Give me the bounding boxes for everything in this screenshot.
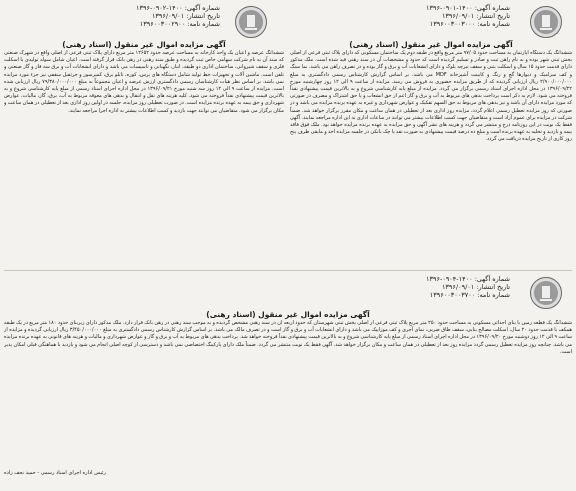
ad-2-letter: شماره نامه: ۱۳۹۶۰۰۳۰۰۲۹۰۰ — [139, 20, 220, 28]
registry-logo-1 — [530, 6, 562, 38]
registry-logo-3 — [530, 277, 562, 309]
registry-logo-2 — [235, 6, 267, 38]
ad-1-letter: شماره نامه: ۱۳۹۶۰۰۳۰۰۳۰۰۰ — [429, 20, 510, 28]
ad-3 — [4, 310, 572, 477]
section-divider — [4, 270, 572, 271]
ad-2-reference — [90, 4, 220, 28]
ad-3-date: تاریخ انتشار: ۱۳۹۶/۰۹/۰۱ — [441, 283, 510, 291]
ad-1-number: شماره آگهی: ۱۴۰۰-۰۹۰۱-۱۳۹۶ — [426, 4, 510, 12]
ad-1 — [290, 40, 572, 263]
ad-2-date: تاریخ انتشار: ۱۳۹۶/۰۹/۰۱ — [151, 12, 220, 20]
ad-2-number: شماره آگهی: ۱۴۰۰-۰۹۰۲-۱۳۹۶ — [136, 4, 220, 12]
ad-3-signature: رئیس اداره اجرای اسناد رسمی - حمید نجف زاده — [4, 470, 106, 476]
ad-1-title: آگهی مزایده اموال غیر منقول (اسناد رهنی) — [349, 40, 513, 49]
ad-2 — [4, 40, 284, 263]
ad-1-reference — [380, 4, 510, 28]
ad-1-body: ششدانگ یک دستگاه آپارتمان به مساحت حدود ۹۷/۰۵ متر مربع واقع در طبقه دوم یک ساختمان مسکونی که دارای پلاک ثبتی فرعی از اصلی بخش ثبتی شهر بوده و به نام راهن ثبت و صادر و تسلیم گردیده است که حدود و مشخصات آن در سند رهنی قید شده است. ملک مذکور دارای قدمت حدود ۱۵ سال و اسکلت بتنی و سقف تیرچه بلوک و دارای انشعابات آب و برق و گاز بوده و در تصرف راهن می باشد. نما سنگ و کف سرامیک و دیوارها گچ و رنگ و کابینت آشپزخانه MDF می باشد. بر اساس گزارش کارشناس رسمی دادگستری به مبلغ ۲/۹۰۰/۰۰۰/۰۰۰ ریال ارزیابی گردیده که از طریق مزایده حضوری به فروش می رسد. مزایده از ساعت ۹ الی ۱۲ روز چهارشنبه مورخ ۱۳۹۶/۰۹/۲۲ در محل اداره اجرای اسناد رسمی برگزار می گردد. مزایده از مبلغ پایه کارشناسی شروع و به بالاترین قیمت پیشنهادی نقداً فروخته می شود. لازم به ذکر است پرداخت بدهی های مربوط به آب و برق و گاز اعم از حق انشعاب و یا حق اشتراک و مصرف در صورتی که مورد مزایده دارای آن باشد و نیز بدهی های مربوط به حق السهم تفکیک و عوارض شهرداری و غیره به عهده برنده مزایده می باشد و در صورتی که روز مزایده تعطیل رسمی اعلام گردد، مزایده روز اداری بعد از تعطیلی در همان ساعت و مکان مقرر برگزار خواهد شد. ضمناً شرکت در مزایده برای عموم آزاد است و متقاضیان جهت کسب اطلاعات بیشتر می توانند در ساعات اداری به این اداره مراجعه نمایند. آگهی فقط یک نوبت در این روزنامه درج و منتشر می گردد و هزینه های نشر آگهی و حق مزایده به عهده برنده مزایده خواهد بود. ملک فوق فاقد بیمه و بازدید و تخلیه به عهده برنده است و مبلغ ده درصد قیمت پیشنهادی به صورت نقد یا چک بانکی در جلسه مزایده اخذ و مابقی ظرف پنج روز کاری از تاریخ مزایده دریافت می گردد. — [290, 50, 572, 143]
ad-3-reference — [380, 275, 510, 299]
ad-3-number: شماره آگهی: ۱۴۰۰-۰۹۰۴-۱۳۹۶ — [426, 275, 510, 283]
ad-3-letter: شماره نامه: ۱۳۹۶۰۰۳۰۰۳۷۰۰ — [429, 291, 510, 299]
ad-1-date: تاریخ انتشار: ۱۳۹۶/۰۹/۰۱ — [441, 12, 510, 20]
ad-2-body: ششدانگ عرصه و اعیان یک واحد کارخانه به مساحت عرصه حدود ۱۲۶۵۲ متر مربع دارای پلاک ثبتی فرعی از اصلی واقع در شهرک صنعتی که سند آن به نام شرکت سهامی خاص ثبت گردیده و طبق سند رهنی در رهن بانک قرار گرفته است. اعیان شامل سوله تولیدی با اسکلت فلزی و سقف شیروانی، ساختمان اداری دو طبقه، انبار، نگهبانی و تاسیسات می باشد و دارای انشعابات آب و برق سه فاز و گاز صنعتی و تلفن است. ماشین آلات و تجهیزات خط تولید شامل دستگاه های پرس، کوره، تابلو برق، کمپرسور و جرثقیل سقفی نیز جزء مورد مزایده نمی باشد. بر اساس نظر هیات کارشناسان رسمی دادگستری ارزش عرصه و اعیان مجموعاً به مبلغ ۷۹/۳۸۰/۰۰۰/۰۰۰ ریال ارزیابی شده است. مزایده از ساعت ۹ الی ۱۲ روز سه شنبه مورخ ۱۳۹۶/۰۹/۲۱ در محل اداره اجرای اسناد رسمی از مبلغ پایه کارشناسی شروع و به بالاترین قیمت پیشنهادی نقداً فروخته می شود. کلیه هزینه های نقل و انتقال و بدهی های معوقه مربوط به آب، برق، گاز، مالیات، عوارض شهرداری و حق بیمه به عهده برنده مزایده است. در صورت تعطیلی روز مزایده، جلسه در اولین روز اداری بعد از تعطیلی در همان ساعت و مکان برگزار می شود. متقاضیان می توانند جهت بازدید و کسب اطلاعات بیشتر به اداره اجرا مراجعه نمایند. — [4, 50, 284, 114]
ad-3-body: ششدانگ یک قطعه زمین با بنای احداثی مسکونی به مساحت حدود ۲۵۰ متر مربع پلاک ثبتی فرعی از اصلی بخش ثبتی شهرستان که حدود اربعه آن در سند رهنی مشخص گردیده و به موجب سند رهنی در رهن بانک قرار دارد. ملک مذکور دارای زیربنای حدود ۱۸۰ متر مربع در یک طبقه همکف با قدمت حدود ۲۰ سال، اسکلت مصالح بنایی، سقف طاق ضربی، نمای آجری و کف موزاییک می باشد و دارای انشعابات آب و برق و گاز است و در تصرف مالک می باشد. بر اساس گزارش کارشناس رسمی دادگستری به مبلغ ۳/۴۵۰/۰۰۰/۰۰۰ ریال ارزیابی گردیده و مزایده از ساعت ۹ الی ۱۲ روز دوشنبه مورخ ۱۳۹۶/۰۹/۲۰ در محل اداره اجرای اسناد رسمی از مبلغ پایه کارشناسی شروع و به بالاترین قیمت پیشنهادی نقداً فروخته خواهد شد. پرداخت بدهی های مربوط به آب و برق و گاز و عوارض شهرداری و مالیات و هزینه های قانونی به عهده برنده مزایده می باشد. چنانچه روز مزایده تعطیل رسمی گردد مزایده روز بعد از تعطیلی در همان ساعت و مکان برگزار خواهد شد. آگهی فقط یک نوبت منتشر می گردد. ضمناً ملک دارای پارکینگ اختصاصی نمی باشد و دسترسی از کوچه اصلی انجام می شود و بازدید با هماهنگی قبلی امکان پذیر است. — [4, 320, 572, 355]
ad-2-title: آگهی مزایده اموال غیر منقول (اسناد رهنی) — [62, 40, 226, 49]
ad-3-title: آگهی مزایده اموال غیر منقول (اسناد رهنی) — [206, 310, 370, 319]
